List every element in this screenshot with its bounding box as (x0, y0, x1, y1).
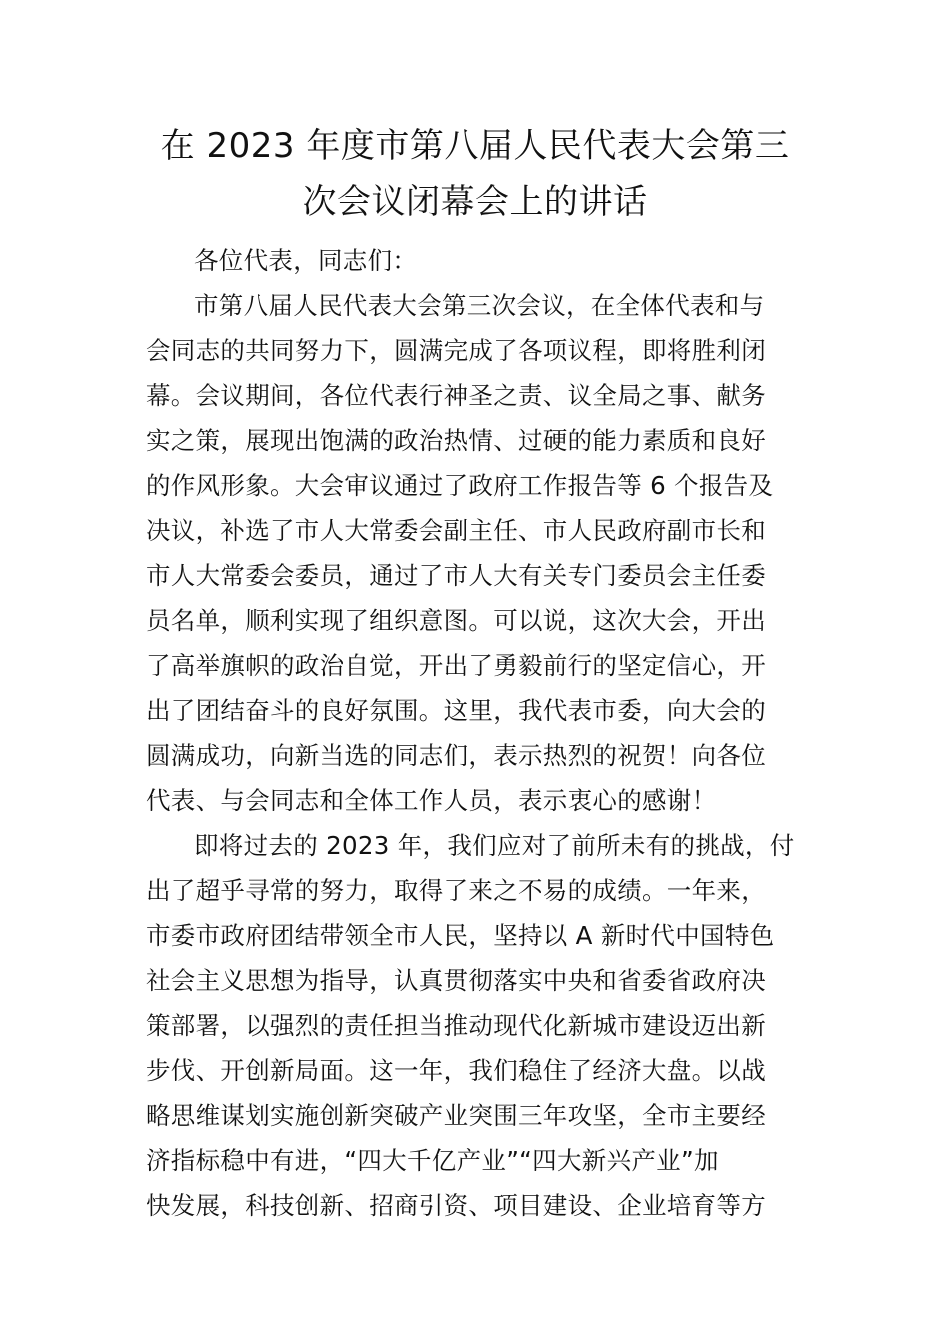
paragraph-line: 济指标稳中有进，“四大千亿产业”“四大新兴产业”加 (146, 1146, 719, 1175)
document-body (146, 238, 810, 1228)
paragraph-line: 会同志的共同努力下，圆满完成了各项议程，即将胜利闭 (146, 336, 766, 365)
paragraph-line: 即将过去的 2023 年，我们应对了前所未有的挑战，付 (194, 831, 795, 860)
paragraph-line: 社会主义思想为指导，认真贯彻落实中央和省委省政府决 (146, 966, 766, 995)
paragraph-line: 策部署，以强烈的责任担当推动现代化新城市建设迈出新 (146, 1011, 766, 1040)
paragraph-line: 了高举旗帜的政治自觉，开出了勇毅前行的坚定信心，开 (146, 651, 766, 680)
paragraph-line: 市人大常委会委员，通过了市人大有关专门委员会主任委 (146, 561, 766, 590)
paragraph-line: 出了团结奋斗的良好氛围。这里，我代表市委，向大会的 (146, 696, 766, 725)
paragraph-line: 市第八届人民代表大会第三次会议，在全体代表和与 (194, 291, 765, 320)
paragraph-line: 实之策，展现出饱满的政治热情、过硬的能力素质和良好 (146, 426, 766, 455)
document-title (140, 118, 810, 230)
paragraph-line: 代表、与会同志和全体工作人员，表示衷心的感谢！ (146, 786, 717, 815)
title-line: 次会议闭幕会上的讲话 (302, 182, 648, 222)
paragraph-line: 出了超乎寻常的努力，取得了来之不易的成绩。一年来， (146, 876, 766, 905)
paragraph-line: 市委市政府团结带领全市人民，坚持以 A 新时代中国特色 (146, 921, 775, 950)
paragraph-line: 员名单，顺利实现了组织意图。可以说，这次大会，开出 (146, 606, 766, 635)
paragraph-line: 步伐、开创新局面。这一年，我们稳住了经济大盘。以战 (146, 1056, 766, 1085)
salutation: 各位代表，同志们： (194, 246, 418, 275)
paragraph-line: 幕。会议期间，各位代表行神圣之责、议全局之事、献务 (146, 381, 766, 410)
paragraph-2 (146, 823, 810, 1228)
paragraph-line: 圆满成功，向新当选的同志们，表示热烈的祝贺！向各位 (146, 741, 766, 770)
paragraph-1 (146, 283, 810, 823)
paragraph-line: 决议，补选了市人大常委会副主任、市人民政府副市长和 (146, 516, 766, 545)
title-line: 在 2023 年度市第八届人民代表大会第三 (160, 126, 790, 166)
paragraph-line: 快发展，科技创新、招商引资、项目建设、企业培育等方 (146, 1191, 766, 1220)
paragraph-line: 的作风形象。大会审议通过了政府工作报告等 6 个报告及 (146, 471, 774, 500)
paragraph-line: 略思维谋划实施创新突破产业突围三年攻坚，全市主要经 (146, 1101, 766, 1130)
